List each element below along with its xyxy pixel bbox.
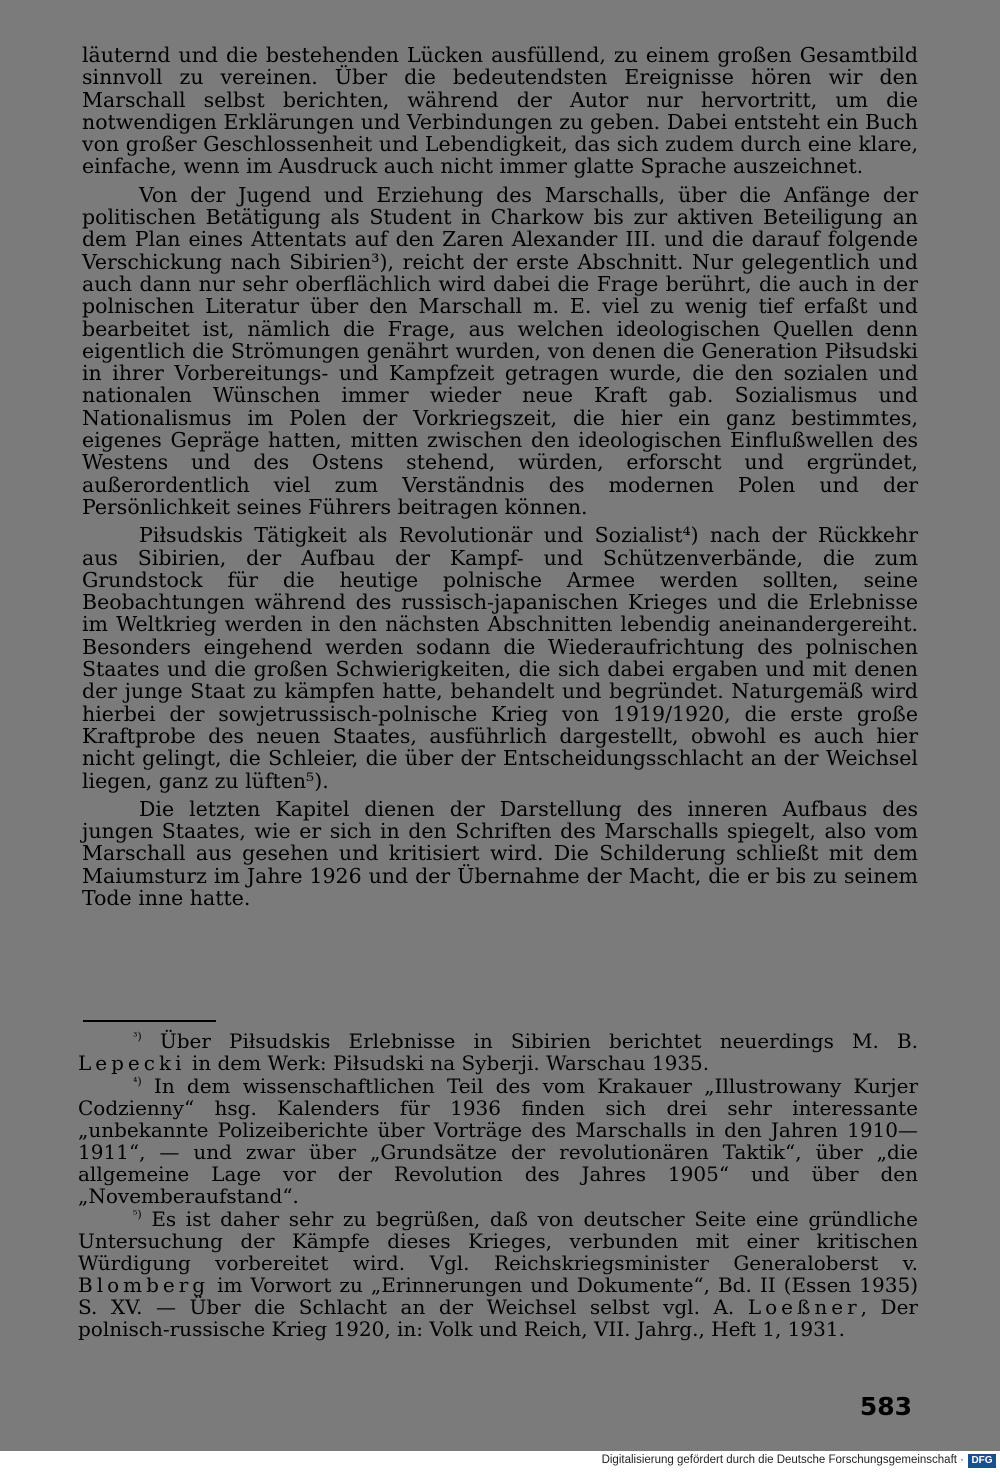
footnote-text: in dem Werk: Piłsudski na Syberji. Warschau 1935. (185, 1051, 710, 1075)
digitization-credit: Digitalisierung gefördert durch die Deutsche Forschungsgemeinschaft · (601, 1454, 964, 1466)
paragraph-1: läuternd und die bestehenden Lücken ausfüllend, zu einem großen Gesamtbild sinnvoll zu vereinen. Über die bedeutendsten Ereignisse hören wir den Marschall selbst berichten, während der Autor nur hervortritt, um die notwendigen Erklärungen und Verbindungen zu geben. Dabei entsteht ein Buch von großer Geschlossenheit und Lebendigkeit, das sich zudem durch eine klare, einfache, wenn im Ausdruck auch nicht immer glatte Sprache auszeichnet. (82, 43, 918, 179)
author-name: Lepecki (78, 1051, 186, 1075)
footer-bar (0, 1451, 1000, 1473)
footnote-4 (78, 1075, 918, 1207)
paragraph-4: Die letzten Kapitel dienen der Darstellung des inneren Aufbaus des jungen Staates, wie er sich in den Schriften des Marschalls spiegelt, also vom Marschall aus gesehen und kritisiert wird. Die Schilderung schließt mit dem Maiumsturz im Jahre 1926 und der Übernahme der Macht, die er bis zu seinem Tode inne hatte. (82, 796, 918, 910)
paragraph-2: Von der Jugend und Erziehung des Marschalls, über die Anfänge der politischen Betätigung als Student in Charkow bis zur aktiven Beteiligung an dem Plan eines Attentats auf den Zaren Alexander III. und die darauf folgende Verschickung nach Sibirien³), reicht der erste Abschnitt. Nur gelegentlich und auch dann nur sehr oberflächlich wird dabei die Frage berührt, die auch in der polnischen Literatur über den Marschall m. E. viel zu wenig tief erfaßt und bearbeitet ist, nämlich die Frage, aus welchen ideologischen Quellen denn eigentlich die Strömungen genährt wurden, von denen die Generation Piłsudski in ihrer Vorbereitungs- und Kampfzeit getragen wurde, die den sozialen und nationalen Wünschen immer wieder neue Kraft gab. Sozialismus und Nationalismus im Polen der Vorkriegszeit, die hier ein ganz bestimmtes, eigenes Gepräge hatten, mitten zwischen den ideologischen Einflußwellen des Westens und des Ostens stehend, würden, erforscht und ergründet, außerordentlich viel zum Verständnis des modernen Polen und der Persönlichkeit seines Führers beitragen können. (82, 182, 918, 519)
footnote-separator (83, 1020, 216, 1022)
footnote-5 (78, 1208, 918, 1340)
paragraph-3: Piłsudskis Tätigkeit als Revolutionär und Sozialist⁴) nach der Rückkehr aus Sibirien, der Aufbau der Kampf- und Schützenverbände, die zum Grundstock für die heutige polnische Armee werden sollten, seine Beobachtungen während des russisch-japanischen Krieges und die Erlebnisse im Weltkrieg werden in den nächsten Abschnitten lebendig aneinandergereiht. Besonders eingehend werden sodann die Wiederaufrichtung des polnischen Staates und die großen Schwierigkeiten, die sich dabei ergaben und mit denen der junge Staat zu kämpfen hatte, behandelt und begründet. Naturgemäß wird hierbei der sowjetrussisch-polnische Krieg von 1919/1920, die erste große Kraftprobe des neuen Staates, ausführlich dargestellt, obwohl es auch hier nicht gelingt, die Schleier, die über der Entscheidungsschlacht an der Weichsel liegen, ganz zu lüften⁵). (82, 523, 918, 793)
footnote-text: im Vorwort zu „Erinnerungen und Dokumente“, Bd. II (Essen 1935) S. XV. — Über die Schlacht an der Weichsel selbst vgl. A. (78, 1273, 918, 1319)
footnote-text: , Der polnisch-russische Krieg 1920, in: Volk und Reich, VII. Jahrg., Heft 1, 1931. (78, 1295, 918, 1341)
dfg-logo[interactable]: DFG (968, 1454, 996, 1468)
footnote-marker: ³) (133, 1030, 142, 1043)
author-name: Blomberg (78, 1273, 210, 1297)
author-name: Loeßner (747, 1295, 861, 1319)
footnote-marker: ⁴) (133, 1075, 142, 1088)
footnotes (78, 1030, 918, 1340)
footnote-3 (78, 1030, 918, 1074)
page-number: 583 (859, 1392, 912, 1421)
footnote-marker: ⁵) (133, 1208, 142, 1221)
footnote-text: Es ist daher sehr zu begrüßen, daß von deutscher Seite eine gründliche Untersuchung der Kämpfe dieses Krieges, verbunden mit einer kritischen Würdigung vorbereitet wird. Vgl. Reichskriegsminister Generaloberst v. (78, 1207, 918, 1275)
main-text (82, 44, 918, 909)
footnote-text: In dem wissenschaftlichen Teil des vom Krakauer „Illustrowany Kurjer Codzienny“ hsg. Kalenders für 1936 finden sich drei sehr interessante „unbekannte Polizeiberichte über Vorträge des Marschalls in den Jahren 1910—1911“, — und zwar über „Grundsätze der revolutionären Taktik“, über „die allgemeine Lage vor der Revolution des Jahres 1905“ und über den „Novemberaufstand“. (78, 1074, 919, 1208)
footnote-text: Über Piłsudskis Erlebnisse in Sibirien berichtet neuerdings M. B. (159, 1029, 918, 1053)
